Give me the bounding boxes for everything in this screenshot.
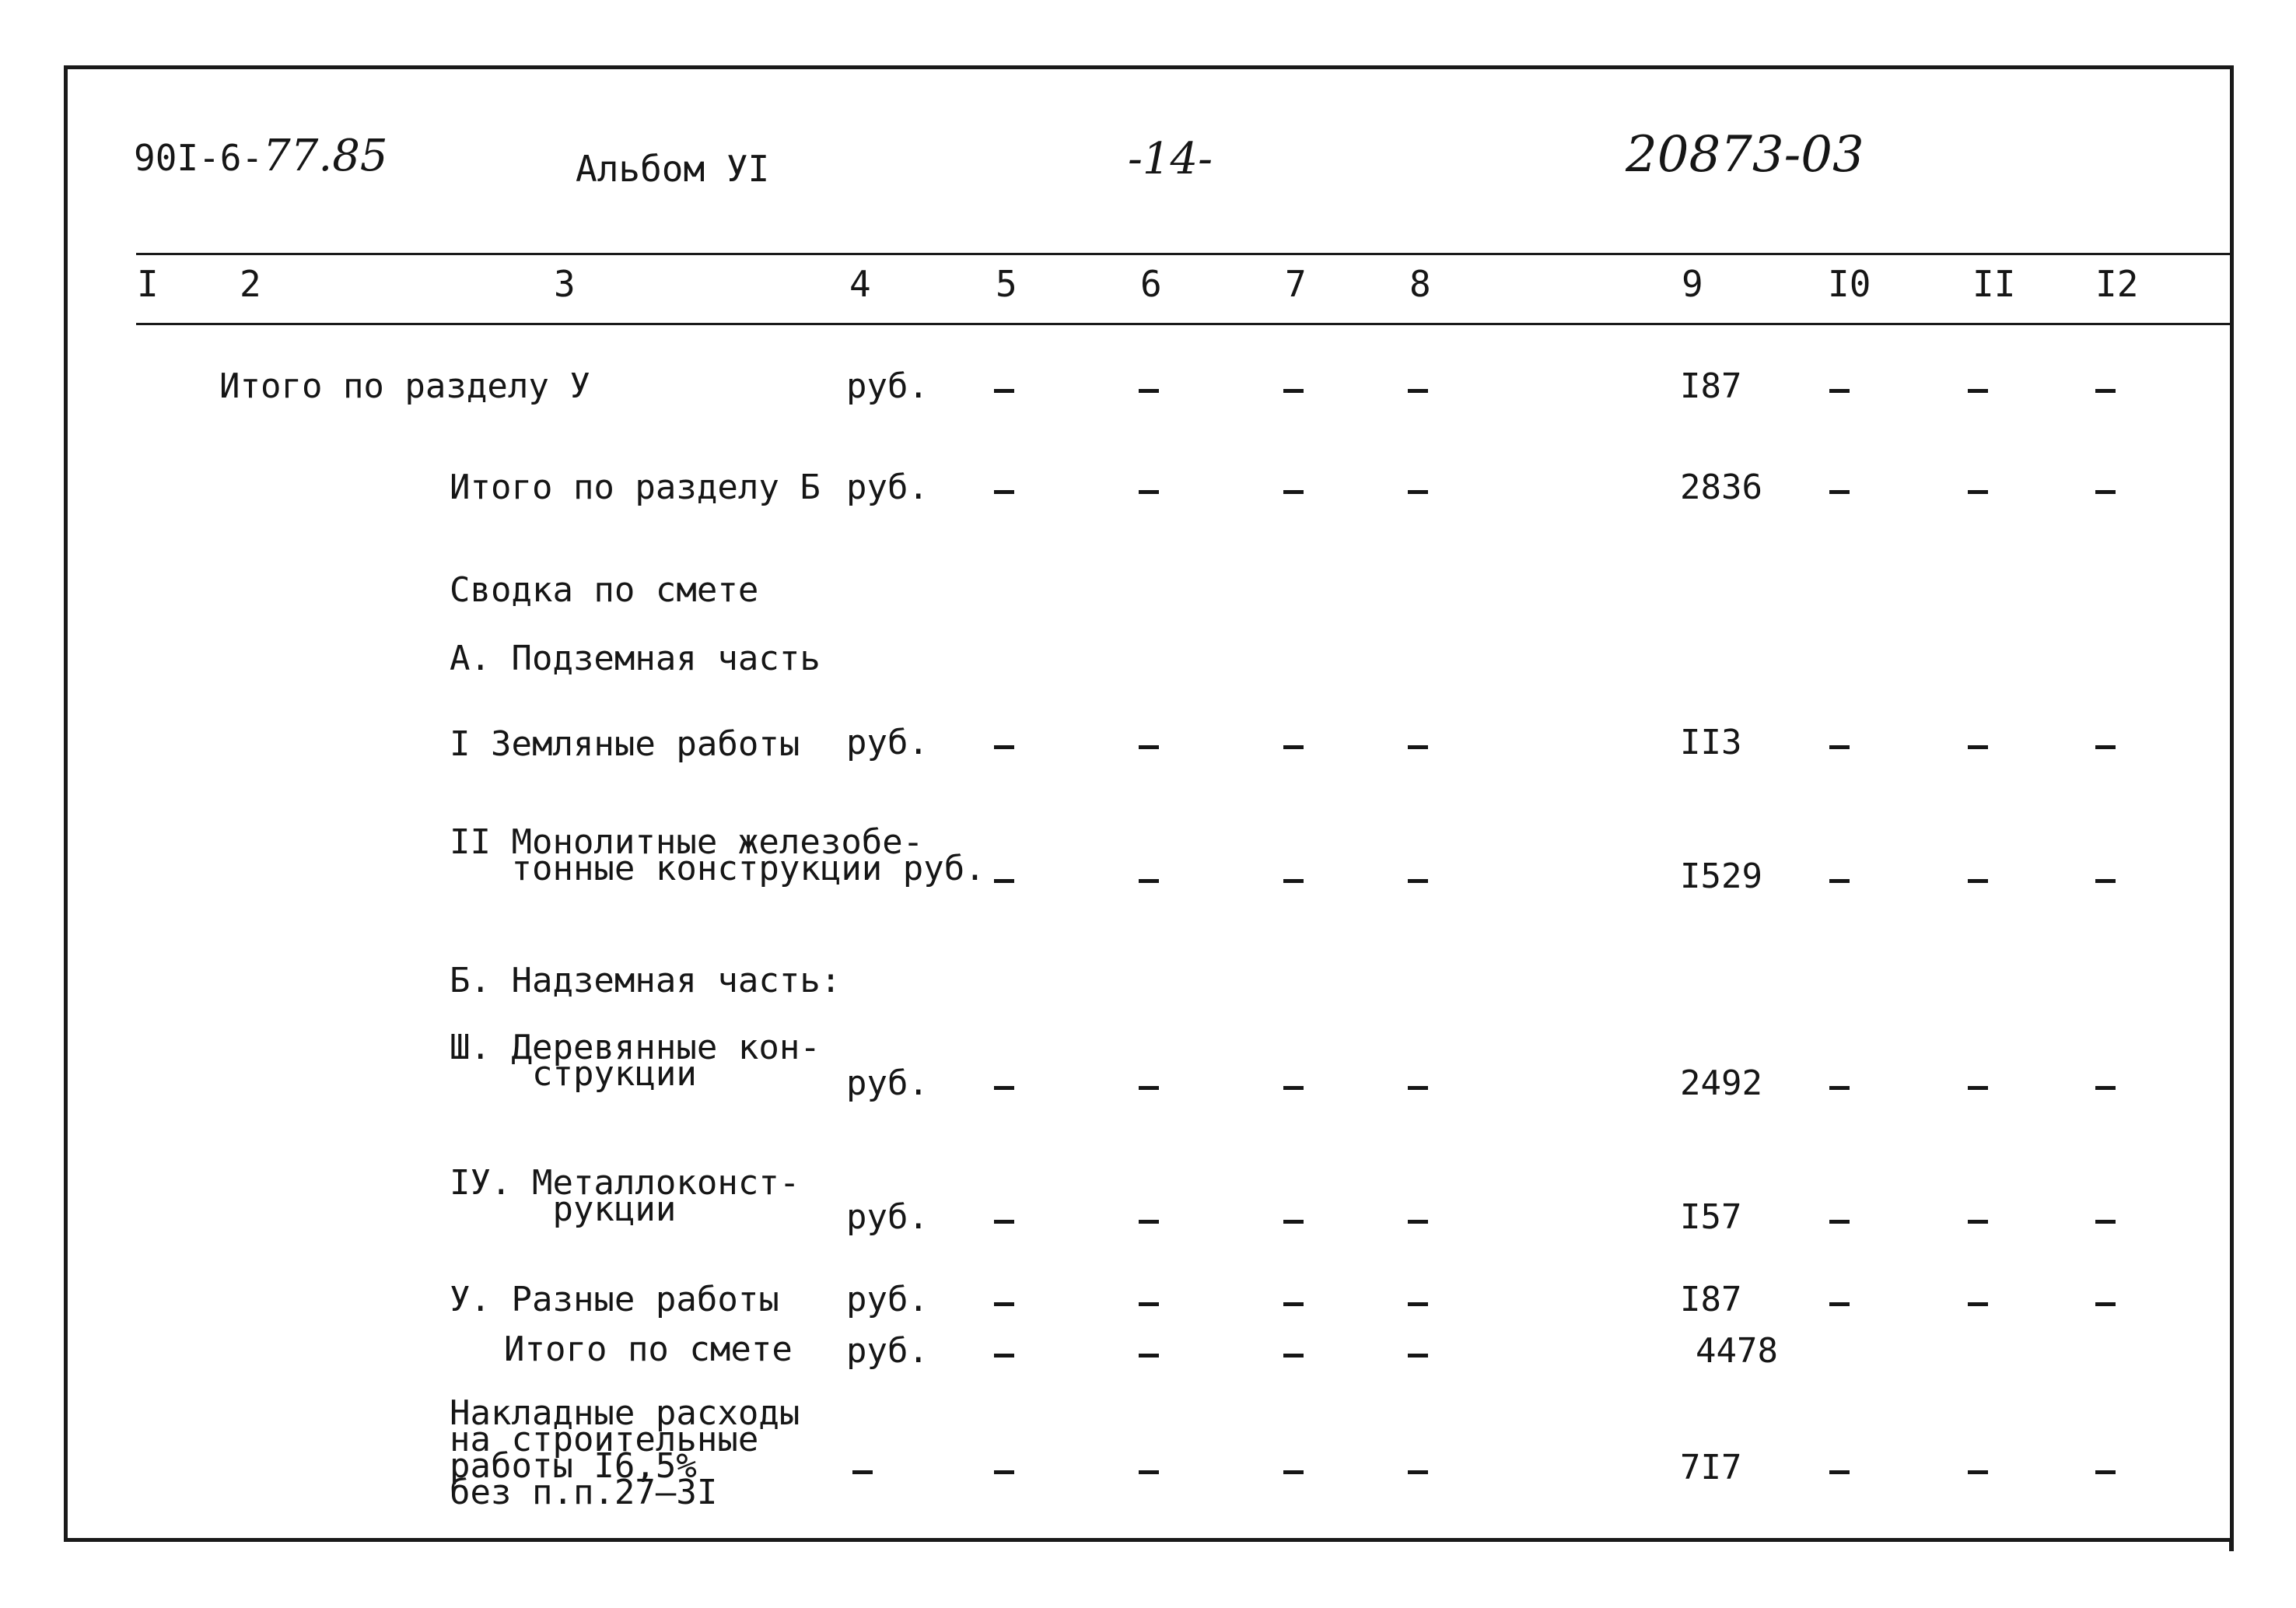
row-name: Итого по разделу У <box>219 366 590 406</box>
document-code <box>134 131 388 181</box>
empty-cell-dash <box>1139 1470 1159 1474</box>
column-number: 3 <box>554 263 576 305</box>
empty-cell-dash <box>994 1220 1014 1224</box>
empty-cell-dash <box>1283 879 1304 883</box>
empty-cell-dash <box>1968 1086 1988 1090</box>
row-name: Сводка по смете <box>450 570 759 610</box>
row-name: I Земляные работы <box>450 724 800 764</box>
row-name: II Монолитные железобе- тонные конструкции руб. <box>450 822 985 888</box>
page-number: -14- <box>1128 134 1213 184</box>
amount-cell: 4478 <box>1696 1331 1778 1371</box>
empty-cell-dash <box>1829 745 1850 749</box>
empty-cell-dash <box>1968 745 1988 749</box>
empty-cell-dash <box>1408 1220 1428 1224</box>
row-name: Накладные расходы на строительные работы I6,5% без п.п.27–3I <box>450 1393 800 1512</box>
empty-cell-dash <box>1829 490 1850 494</box>
row-name: Б. Надземная часть: <box>450 961 842 1000</box>
empty-cell-dash <box>2095 745 2116 749</box>
empty-cell-dash <box>1408 745 1428 749</box>
unit-dash <box>852 1470 873 1474</box>
empty-cell-dash <box>1968 1220 1988 1224</box>
unit-cell: руб. <box>846 366 929 406</box>
amount-cell: 2836 <box>1680 468 1762 507</box>
column-number: 4 <box>849 263 871 305</box>
empty-cell-dash <box>1283 490 1304 494</box>
row-name: А. Подземная часть <box>450 639 821 678</box>
empty-cell-dash <box>1408 1354 1428 1358</box>
empty-cell-dash <box>1829 389 1850 393</box>
empty-cell-dash <box>1829 1220 1850 1224</box>
empty-cell-dash <box>994 879 1014 883</box>
unit-cell: руб. <box>846 468 929 507</box>
unit-cell: руб. <box>846 1280 929 1319</box>
empty-cell-dash <box>2095 1220 2116 1224</box>
empty-cell-dash <box>1829 1470 1850 1474</box>
document-code-printed: 90I-6- <box>134 137 264 179</box>
empty-cell-dash <box>1968 879 1988 883</box>
row-name: Ш. Деревянные кон- струкции <box>450 1028 821 1094</box>
column-number: 8 <box>1409 263 1431 305</box>
empty-cell-dash <box>1408 1302 1428 1306</box>
empty-cell-dash <box>1283 1086 1304 1090</box>
amount-cell: 7I7 <box>1680 1448 1742 1487</box>
column-number: 9 <box>1682 263 1703 305</box>
empty-cell-dash <box>2095 1086 2116 1090</box>
empty-cell-dash <box>994 1354 1014 1358</box>
empty-cell-dash <box>1408 879 1428 883</box>
empty-cell-dash <box>994 1302 1014 1306</box>
empty-cell-dash <box>1139 1354 1159 1358</box>
empty-cell-dash <box>1829 1086 1850 1090</box>
empty-cell-dash <box>1139 389 1159 393</box>
amount-cell: 2492 <box>1680 1063 1762 1103</box>
empty-cell-dash <box>1283 1302 1304 1306</box>
empty-cell-dash <box>1283 389 1304 393</box>
empty-cell-dash <box>1139 490 1159 494</box>
empty-cell-dash <box>1283 745 1304 749</box>
empty-cell-dash <box>1829 1302 1850 1306</box>
border-corner-mark <box>2229 1542 2234 1551</box>
amount-cell: I57 <box>1680 1197 1742 1237</box>
column-number: 7 <box>1285 263 1307 305</box>
empty-cell-dash <box>1283 1470 1304 1474</box>
empty-cell-dash <box>1408 1470 1428 1474</box>
album-label: Альбом УI <box>576 148 770 190</box>
unit-cell: руб. <box>846 1331 929 1371</box>
column-number: 5 <box>996 263 1017 305</box>
empty-cell-dash <box>994 389 1014 393</box>
amount-cell: I87 <box>1680 366 1742 406</box>
unit-cell: руб. <box>846 723 929 762</box>
empty-cell-dash <box>1408 1086 1428 1090</box>
empty-cell-dash <box>1408 490 1428 494</box>
empty-cell-dash <box>1139 1302 1159 1306</box>
empty-cell-dash <box>2095 1470 2116 1474</box>
empty-cell-dash <box>2095 490 2116 494</box>
empty-cell-dash <box>2095 389 2116 393</box>
column-number: I2 <box>2095 263 2139 305</box>
empty-cell-dash <box>994 1470 1014 1474</box>
unit-cell: руб. <box>846 1197 929 1237</box>
row-name: У. Разные работы <box>450 1280 779 1319</box>
unit-cell: руб. <box>846 1063 929 1103</box>
empty-cell-dash <box>1968 490 1988 494</box>
empty-cell-dash <box>2095 879 2116 883</box>
empty-cell-dash <box>1968 1302 1988 1306</box>
header-rule-bottom <box>136 323 2234 325</box>
column-number: I0 <box>1828 263 1871 305</box>
row-name: IУ. Металлоконст- рукции <box>450 1163 800 1229</box>
empty-cell-dash <box>1139 1220 1159 1224</box>
row-name: Итого по разделу Б <box>450 468 821 507</box>
amount-cell: I529 <box>1680 857 1762 896</box>
empty-cell-dash <box>1139 1086 1159 1090</box>
empty-cell-dash <box>994 1086 1014 1090</box>
column-number: II <box>1972 263 2016 305</box>
empty-cell-dash <box>1283 1354 1304 1358</box>
empty-cell-dash <box>1968 389 1988 393</box>
empty-cell-dash <box>994 745 1014 749</box>
document-code-handwritten: 77.85 <box>263 131 388 181</box>
empty-cell-dash <box>1139 745 1159 749</box>
empty-cell-dash <box>994 490 1014 494</box>
column-number: 2 <box>240 263 261 305</box>
amount-cell: II3 <box>1680 723 1742 762</box>
empty-cell-dash <box>1139 879 1159 883</box>
amount-cell: I87 <box>1680 1280 1742 1319</box>
empty-cell-dash <box>1968 1470 1988 1474</box>
reference-number: 20873-03 <box>1626 126 1864 184</box>
column-number: I <box>137 263 159 305</box>
empty-cell-dash <box>1829 879 1850 883</box>
empty-cell-dash <box>1408 389 1428 393</box>
empty-cell-dash <box>1283 1220 1304 1224</box>
column-number: 6 <box>1140 263 1162 305</box>
row-name: Итого по смете <box>504 1329 793 1369</box>
header-rule-top <box>136 253 2234 255</box>
empty-cell-dash <box>2095 1302 2116 1306</box>
